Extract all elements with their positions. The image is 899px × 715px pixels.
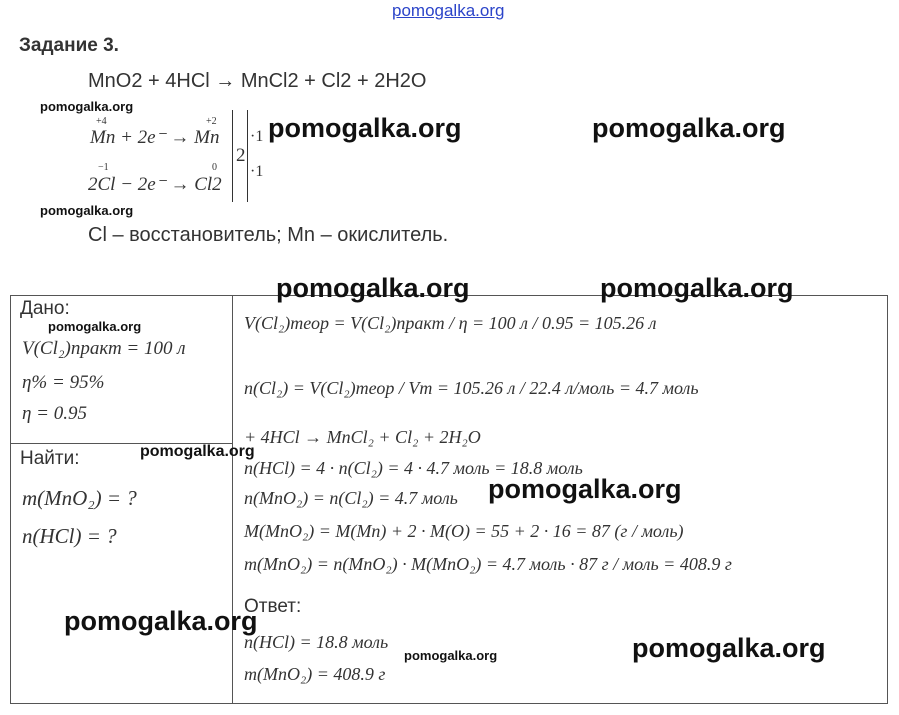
given-yield-fraction: η = 0.95 — [22, 403, 87, 424]
solution-step-6: m(MnO₂) = n(MnO₂) · M(MnO₂) = 4.7 моль · 87 г / моль = 408.9 г — [244, 554, 732, 574]
find-mass-mno2: m(MnO₂) = ? — [22, 486, 137, 510]
watermark: pomogalka.org — [268, 113, 462, 143]
solution-step-5: M(MnO₂) = M(Mn) + 2 · M(O) = 55 + 2 · 16 = 87 (г / моль) — [244, 521, 684, 541]
answer-label: Ответ: — [244, 596, 302, 617]
watermark: pomogalka.org — [488, 474, 682, 504]
site-link[interactable]: pomogalka.org — [392, 1, 505, 20]
balance-divider-left — [232, 110, 233, 202]
watermark: pomogalka.org — [600, 273, 794, 303]
watermark: pomogalka.org — [140, 443, 255, 460]
watermark: pomogalka.org — [592, 113, 786, 143]
solution-step-4: n(MnO₂) = n(Cl₂) = 4.7 моль — [244, 488, 458, 508]
table-vertical-divider — [232, 295, 233, 703]
oxidation-state-cl-right: 0 — [212, 162, 217, 173]
task-title: Задание 3. — [19, 35, 119, 56]
solution-reaction: + 4HCl → MnCl₂ + Cl₂ + 2H₂O — [244, 427, 481, 447]
watermark: pomogalka.org — [64, 606, 258, 636]
watermark: pomogalka.org — [276, 273, 470, 303]
reaction-equation: MnO2 + 4HCl → MnCl2 + Cl2 + 2H2O — [88, 70, 427, 92]
given-volume: V(Cl₂)практ = 100 л — [22, 338, 186, 359]
answer-hcl: n(HCl) = 18.8 моль — [244, 632, 389, 652]
redox-conclusion: Cl – восстановитель; Mn – окислитель. — [88, 224, 449, 246]
half-reaction-mn: Mn + 2e⁻ → Mn — [90, 127, 220, 148]
oxidation-state-mn-right: +2 — [206, 116, 217, 127]
oxidation-state-mn-left: +4 — [96, 116, 107, 127]
oxidation-state-cl-left: −1 — [98, 162, 109, 173]
watermark: pomogalka.org — [40, 99, 134, 114]
given-yield-percent: η% = 95% — [22, 372, 105, 393]
balance-coefficient-2: ·1 — [250, 163, 264, 180]
solution-step-3: n(HCl) = 4 · n(Cl₂) = 4 · 4.7 моль = 18.8 моль — [244, 458, 583, 478]
find-label: Найти: — [20, 448, 80, 469]
answer-mno2: m(MnO₂) = 408.9 г — [244, 664, 386, 684]
watermark: pomogalka.org — [48, 319, 142, 334]
balance-divider-right — [247, 110, 248, 202]
watermark: pomogalka.org — [404, 648, 498, 663]
find-amount-hcl: n(HCl) = ? — [22, 524, 117, 548]
solution-step-2: n(Cl₂) = V(Cl₂)теор / Vm = 105.26 л / 22.4 л/моль = 4.7 моль — [244, 378, 699, 398]
half-reaction-cl: 2Cl − 2e⁻ → Cl2 — [88, 174, 222, 195]
balance-lcm: 2 — [236, 145, 246, 166]
watermark: pomogalka.org — [40, 203, 134, 218]
solution-step-1: V(Cl₂)теор = V(Cl₂)практ / η = 100 л / 0.95 = 105.26 л — [244, 313, 657, 333]
watermark: pomogalka.org — [632, 633, 826, 663]
given-label: Дано: — [20, 298, 70, 319]
balance-coefficient-1: ·1 — [250, 128, 264, 145]
